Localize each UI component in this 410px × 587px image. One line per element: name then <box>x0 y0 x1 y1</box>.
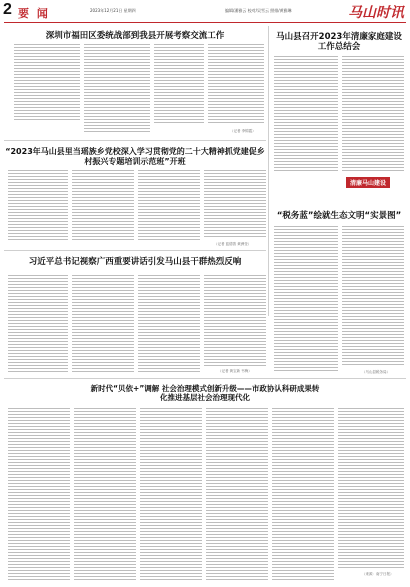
article-credit: （马山县税务局） <box>362 370 390 374</box>
article-body <box>274 56 338 172</box>
section-divider <box>4 378 406 379</box>
article-title: “税务蓝”绘就生态文明“实景图” <box>276 211 402 221</box>
article-body <box>72 170 134 242</box>
article-body <box>204 275 266 367</box>
article-title: 深圳市福田区委统战部到我县开展考察交流工作 <box>45 31 225 41</box>
article-title: 新时代“贝依+”调解 社会治理模式创新升级——市政协认科研成果转化推进基层社会治理现代化 <box>90 384 320 402</box>
article-body <box>208 44 264 124</box>
article-body <box>272 408 334 580</box>
section-divider <box>4 250 266 251</box>
editor-line: 编辑/潘雅云 校对/吴雪云 照排/黄雅琳 <box>225 8 292 13</box>
article-body <box>206 408 268 580</box>
article-body <box>338 408 404 568</box>
issue-date: 2023年12月21日 星期四 <box>90 8 136 13</box>
article-body <box>342 56 404 172</box>
page-number: 2 <box>3 1 12 18</box>
column-badge: 清廉马山建设 <box>346 177 390 188</box>
page-header <box>0 0 410 22</box>
article-body <box>14 44 80 120</box>
article-credit: （来源：南宁日报） <box>362 572 394 576</box>
article-body <box>274 226 338 372</box>
header-rule <box>4 22 406 23</box>
article-body <box>204 170 266 238</box>
article-body <box>138 275 200 373</box>
article-body <box>74 408 136 580</box>
article-body <box>154 44 204 124</box>
article-body <box>8 170 68 242</box>
article-title: 马山县召开2023年清廉家庭建设工作总结会 <box>276 32 402 53</box>
article-title: “2023年马山县里当瑶族乡党校深入学习贯彻党的二十大精神抓党建促乡村振兴专题培训示范班”开班 <box>5 147 265 166</box>
article-body <box>72 275 134 373</box>
column-divider <box>268 26 269 316</box>
article-body <box>84 44 150 132</box>
article-body <box>8 275 68 373</box>
article-credit: （记者 李锦霞） <box>230 129 256 133</box>
article-body <box>342 226 404 366</box>
article-body <box>138 170 200 242</box>
article-title: 习近平总书记视察广西重要讲话引发马山县干群热烈反响 <box>28 257 242 267</box>
article-credit: （记者 黄宝新 韦梅） <box>218 369 252 373</box>
article-credit: （记者 蓝德善 黄洲莹） <box>214 242 252 246</box>
article-body <box>8 408 70 580</box>
section-divider <box>4 140 266 141</box>
article-body <box>140 408 202 580</box>
section-title: 要 闻 <box>18 7 50 20</box>
masthead-logo: 马山时讯 <box>348 5 404 21</box>
